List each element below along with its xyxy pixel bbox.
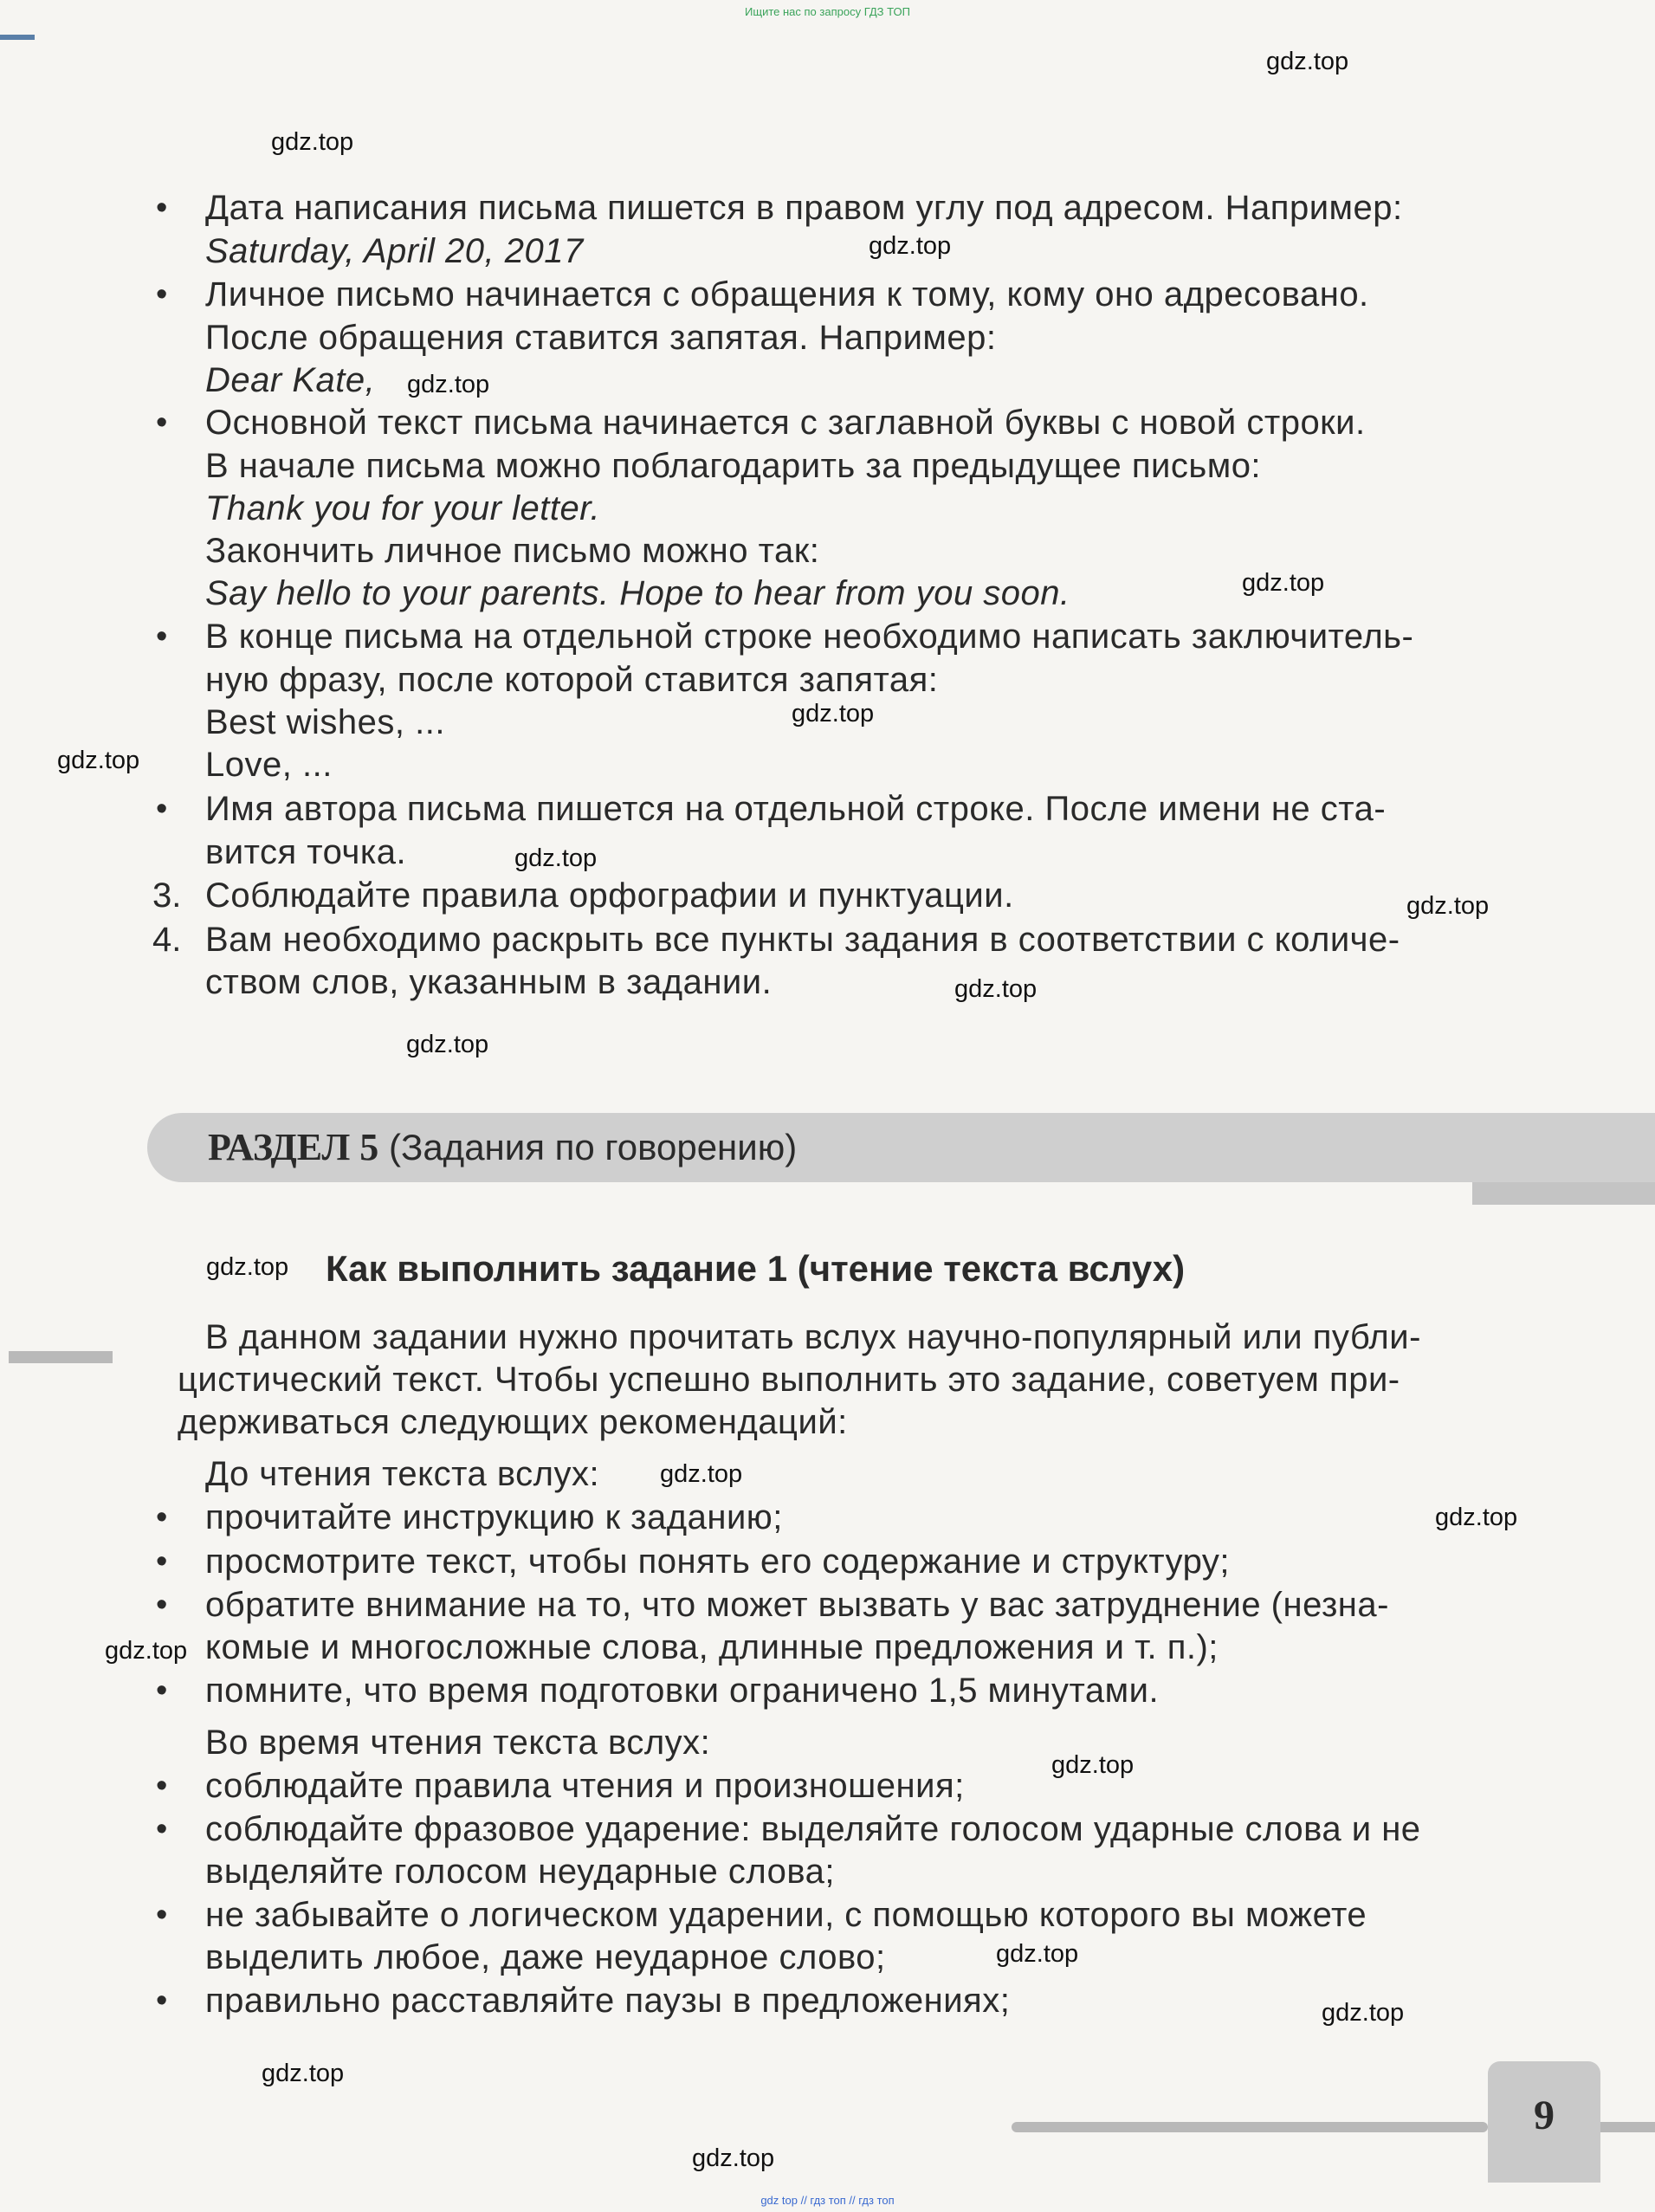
body-line: цистический текст. Чтобы успешно выполнить это задание, советуем при- — [178, 1361, 1400, 1399]
list-number: 4. — [152, 921, 182, 959]
body-line: не забывайте о логическом ударении, с помощью которого вы можете — [205, 1896, 1367, 1934]
watermark: gdz.top — [792, 700, 875, 728]
example-line: Saturday, April 20, 2017 — [205, 232, 584, 270]
example-line: Thank you for your letter. — [205, 489, 601, 527]
bullet: • — [156, 1543, 168, 1580]
bullet: • — [156, 618, 168, 655]
body-line: выделяйте голосом неударные слова; — [205, 1853, 836, 1891]
body-line: комые и многосложные слова, длинные предложения и т. п.); — [205, 1628, 1219, 1666]
body-line: обратите внимание на то, что может вызвать у вас затруднение (незна- — [205, 1586, 1389, 1624]
bullet: • — [156, 1811, 168, 1847]
body-line: Основной текст письма начинается с заглавной буквы с новой строки. — [205, 404, 1366, 442]
watermark: gdz.top — [406, 1031, 489, 1058]
body-line: Соблюдайте правила орфографии и пунктуации. — [205, 876, 1014, 915]
watermark: gdz.top — [1435, 1504, 1518, 1531]
watermark: gdz.top — [271, 128, 354, 156]
body-line: После обращения ставится запятая. Например: — [205, 319, 997, 357]
body-line: вится точка. — [205, 833, 407, 871]
body-line: Личное письмо начинается с обращения к тому, кому оно адресовано. — [205, 275, 1369, 314]
body-line: ную фразу, после которой ставится запятая: — [205, 661, 939, 699]
body-line: помните, что время подготовки ограничено 1,5 минутами. — [205, 1672, 1160, 1710]
watermark: gdz.top — [57, 747, 140, 774]
bullet: • — [156, 404, 168, 441]
body-line: В данном задании нужно прочитать вслух научно-популярный или публи- — [205, 1318, 1421, 1356]
watermark: gdz.top — [996, 1940, 1079, 1968]
body-line: прочитайте инструкцию к заданию; — [205, 1498, 783, 1536]
page-number: 9 — [1534, 2092, 1555, 2138]
body-line: Имя автора письма пишется на отдельной строке. После имени не ста- — [205, 790, 1387, 828]
bullet: • — [156, 1499, 168, 1536]
edge-mark — [0, 35, 35, 40]
footer-rule — [1012, 2122, 1488, 2132]
bullet: • — [156, 1587, 168, 1623]
watermark: gdz.top — [1322, 1999, 1405, 2027]
body-line: ством слов, указанным в задании. — [205, 963, 773, 1001]
watermark: gdz.top — [660, 1460, 743, 1488]
body-line: правильно расставляйте паузы в предложениях; — [205, 1982, 1011, 2020]
section-label: РАЗДЕЛ 5 — [208, 1126, 379, 1168]
bottom-banner: gdz top // гдз топ // гдз топ — [760, 2194, 895, 2207]
watermark: gdz.top — [1266, 48, 1349, 75]
watermark: gdz.top — [1242, 569, 1325, 597]
body-line: Закончить личное письмо можно так: — [205, 532, 820, 570]
body-line: держиваться следующих рекомендаций: — [178, 1403, 848, 1441]
bullet: • — [156, 1897, 168, 1933]
bullet: • — [156, 276, 168, 313]
edge-mark — [9, 1351, 113, 1363]
body-line: выделить любое, даже неударное слово; — [205, 1938, 886, 1976]
example-line: Dear Kate, — [205, 361, 376, 399]
watermark: gdz.top — [954, 975, 1038, 1003]
watermark: gdz.top — [869, 232, 952, 260]
section-subtitle: (Задания по говорению) — [388, 1127, 798, 1167]
watermark: gdz.top — [262, 2060, 345, 2087]
footer-rule — [1600, 2122, 1655, 2132]
watermark: gdz.top — [692, 2144, 775, 2172]
list-heading: До чтения текста вслух: — [205, 1455, 600, 1493]
watermark: gdz.top — [514, 844, 598, 872]
body-line: Дата написания письма пишется в правом углу под адресом. Например: — [205, 189, 1403, 227]
body-line: просмотрите текст, чтобы понять его содержание и структуру; — [205, 1543, 1231, 1581]
body-line: В начале письма можно поблагодарить за предыдущее письмо: — [205, 447, 1262, 485]
bullet: • — [156, 791, 168, 827]
watermark: gdz.top — [206, 1253, 289, 1281]
list-heading: Во время чтения текста вслух: — [205, 1724, 711, 1762]
example-line: Love, ... — [205, 746, 333, 784]
example-line: Best wishes, ... — [205, 703, 445, 741]
bullet: • — [156, 190, 168, 226]
bullet: • — [156, 1768, 168, 1804]
watermark: gdz.top — [105, 1637, 188, 1665]
watermark: gdz.top — [1051, 1751, 1135, 1779]
top-banner: Ищите нас по запросу ГДЗ ТОП — [745, 5, 910, 18]
bullet: • — [156, 1672, 168, 1709]
watermark: gdz.top — [1406, 892, 1490, 920]
body-line: В конце письма на отдельной строке необходимо написать заключитель- — [205, 618, 1414, 656]
list-number: 3. — [152, 876, 182, 915]
body-line: соблюдайте правила чтения и произношения; — [205, 1767, 965, 1805]
body-line: Вам необходимо раскрыть все пункты задания в соответствии с количе- — [205, 921, 1400, 959]
section-title — [208, 1126, 797, 1169]
example-line: Say hello to your parents. Hope to hear from you soon. — [205, 574, 1070, 612]
bullet: • — [156, 1982, 168, 2019]
task-heading: Как выполнить задание 1 (чтение текста вслух) — [326, 1248, 1186, 1289]
watermark: gdz.top — [407, 371, 490, 398]
body-line: соблюдайте фразовое ударение: выделяйте голосом ударные слова и не — [205, 1810, 1421, 1848]
